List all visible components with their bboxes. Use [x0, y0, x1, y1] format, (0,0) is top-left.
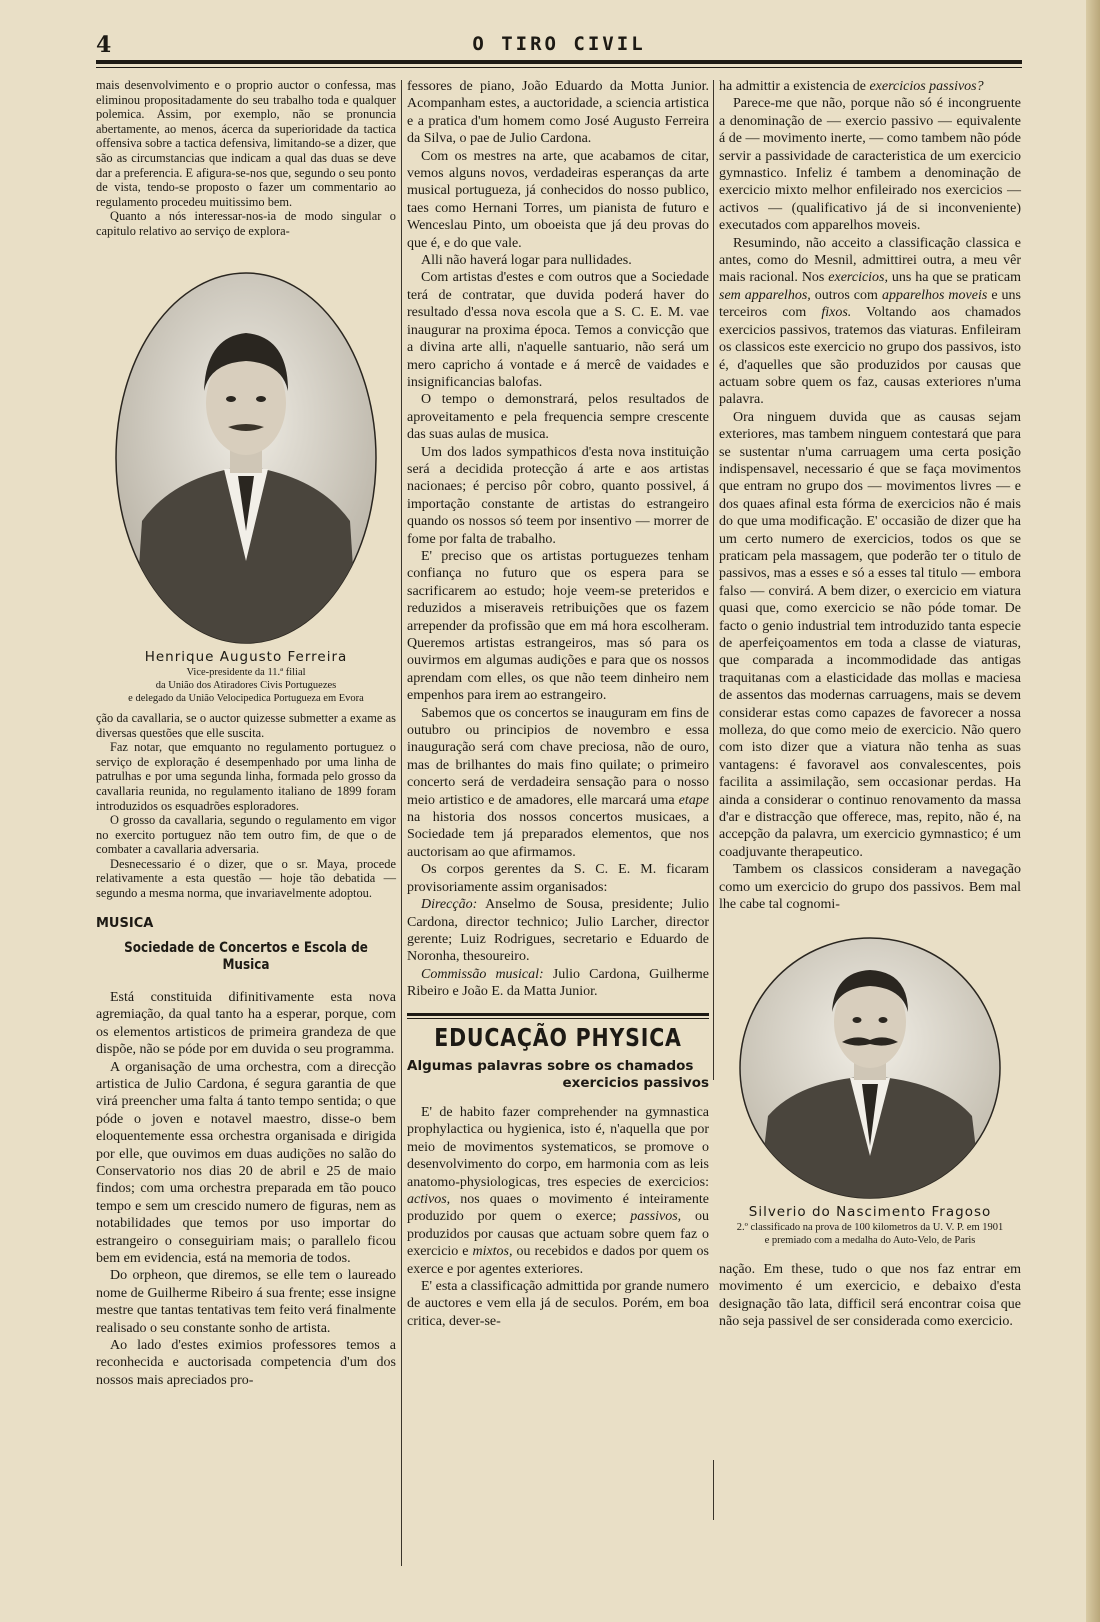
- paragraph: Com artistas d'estes e com outros que a Sociedade terá de contratar, que duvida poderá haver do resultado d'essa nova escola que a S. C. E. M. vae inaugurar na proxima época. Temos a convicção que a divina arte alli, n'aquelle santuario, não será um mero capricho á vontade e á mercê de vaidades e insignificancias balofas.: [407, 270, 709, 390]
- portrait-caption-line: Vice-presidente da 11.ª filial: [186, 666, 306, 678]
- section-label: MUSICA: [96, 915, 154, 931]
- column-2: [407, 78, 709, 1330]
- portrait-caption-line: da União dos Atiradores Civis Portuguezes: [155, 679, 337, 691]
- paragraph: E' esta a classificação admittida por grande numero de auctores e vem ella já de seculos. Porém, em boa critica, dever-se-: [407, 1279, 709, 1329]
- paragraph: nação. Em these, tudo o que nos faz entrar em movimento é um exercicio, e debaixo d'esta designação tão lata, difficil será encontrar coisa que não seja passivel de ser considerada como exercicio.: [719, 1261, 1021, 1330]
- column-1: [96, 78, 396, 1389]
- paragraph: Está constituida difinitivamente esta nova agremiação, da qual tanto ha a esperar, porque, com os elementos artisticos de primeira grandeza de que dispõe, não se póde por em duvida o seu programma.: [96, 989, 396, 1058]
- portrait-figure: [96, 271, 396, 705]
- paragraph: Um dos lados sympathicos d'esta nova instituição será a decidida protecção á arte e aos artistas nacionaes; é perciso pôr cobro, quanto possivel, á importação constante de artistas do estrangeiro quando os nossos só teem por insentivo — morrer de fome por falta de trabalho.: [407, 444, 709, 547]
- paragraph: O tempo o demonstrará, pelos resultados de aproveitamento e pela frequencia sempre crescente das suas aulas de musica.: [407, 392, 709, 443]
- paragraph: Sabemos que os concertos se inauguram em fins de outubro ou principios de novembro e essa inauguração será com chave preciosa, não de ouro, mas de brilhantes do mais fino quilate; o primeiro concerto será de verdadeira sensação para o nosso meio artistico e de amadores, elle marcará uma etape na historia dos nossos concertos musicaes, a Sociedade tem já preparados elementos, que nos auctorisam ao que afirmamos.: [407, 705, 709, 860]
- section-title: Sociedade de Concertos e Escola de Musica: [124, 940, 368, 974]
- header-rule: [96, 60, 1022, 64]
- paragraph: Commissão musical: Julio Cardona, Guilherme Ribeiro e João E. da Matta Junior.: [407, 966, 710, 1000]
- portrait-caption-line: 2.º classificado na prova de 100 kilometros da U. V. P. em 1901: [736, 1221, 1004, 1233]
- section-rule-thin: [407, 1018, 709, 1019]
- article-tail: [96, 78, 396, 239]
- column-3: [719, 78, 1021, 1331]
- paragraph: Com os mestres na arte, que acabamos de citar, vemos alguns novos, verdadeiras esperanças da arte musical portugueza, já conhecidos do nosso publico, taes como Hernani Torres, um pianista de futuro e Wenceslau Pinto, um oboeista que já deu provas do que é, e do que vale.: [407, 148, 709, 251]
- article-tail-2: [96, 711, 396, 901]
- section-heading: EDUCAÇÃO PHYSICA: [434, 1022, 682, 1052]
- paragraph: Ora ninguem duvida que as causas sejam exteriores, mas tambem ninguem contestará que para se sustentar n'uma carruagem uma certa posição indispensavel, necessario é que se faça movimentos que entram no grupo dos — movimentos livres — e dos quaes afinal esta fórma de exercicios não é mais do que uma modificação. E' occasião de dizer que ha um certo numero de exercicios, todos os que se praticam pela massagem, que poderão ter o titulo de passivos, mas a esses e só a esses tal titulo — embora falso — convirá. A bem dizer, o exercicio em viatura quasi que, como exercicio se não póde tomar. De facto o genio industrial tem introduzido tanta especie de aperfeiçoamentos em toda a classe de viaturas, que comparada a incommodidade das antigas traquitanas com a elasticidade das mollas e maciesa de assentos das modernas carruagens, mais se devem considerar estas como capazes de favorecer a nossa molleza, do que como meio de exercicio. Não quero com isto dizer que a viatura não tenha as suas vantagens: é favoravel aos convalescentes, pois facilita a assimilação, sem occasionar perdas. Ha ainda a considerar o continuo renovamento da massa d'ar e distracção que offerece, mas, repito, não é, na accepção da palavra, um exercicio gymnastico; é um coadjuvante therapeutico.: [719, 409, 1021, 860]
- section-rule: [407, 1013, 709, 1016]
- paragraph: Os corpos gerentes da S. C. E. M. ficaram provisoriamente assim organisados:: [407, 862, 709, 895]
- paragraph: mais desenvolvimento e o proprio auctor o confessa, mas eliminou propositadamente do seu trabalho toda e qualquer polemica. Assim, por exemplo, não se pronuncia abertamente, ao menos, ácerca da superioridade da tactica offensiva sobre a tactica defensiva, limitando-se a dizer, que são as circumstancias que indicam a qual das duas se deve dar a preferencia. E afigura-se-nos que, segundo o seu ponto de vista, tendo-se proposto o fazer um commentario ao regulamento procedeu muitissimo bem.: [96, 78, 396, 209]
- page-number: 4: [96, 32, 112, 58]
- portrait-caption-name: Henrique Augusto Ferreira: [144, 648, 348, 665]
- paragraph: E' preciso que os artistas portuguezes tenham confiança no futuro que os espera para se sacrificarem ao estudo; hoje veem-se preteridos e reduzidos a miseraveis retribuições que os fazem arrepender da profissão que em má hora escolheram. Queremos artistas estrangeiros, mas só para os ouvirmos em algumas audições e para que os nossos aprendam com elles, os que não teem dinheiro nem empenhos para irem ao estrangeiro.: [407, 548, 709, 704]
- article-title: Algumas palavras sobre os chamados exercicios passivos: [407, 1057, 709, 1091]
- column-divider: [401, 80, 402, 1566]
- header-rule-thin: [96, 67, 1022, 68]
- portrait-caption-name: Silverio do Nascimento Fragoso: [748, 1203, 992, 1220]
- masthead: O TIRO CIVIL: [472, 33, 646, 55]
- paragraph: Ao lado d'estes eximios professores temos a reconhecida e auctorisada competencia d'um dos nossos mais apreciados pro-: [96, 1338, 396, 1388]
- paragraph: Tambem os classicos consideram a navegação como um exercicio do grupo dos passivos. Bem mal lhe cabe tal cognomi-: [719, 862, 1021, 913]
- paragraph: Faz notar, que emquanto no regulamento portuguez o serviço de exploração é desempenhado por uma linha de patrulhas e por uma segunda linha, formada pelo grosso da cavallaria reunida, no regulamento italiano de 1899 foram introduzidos os esquadrões esploradores.: [96, 740, 396, 813]
- paragraph: Alli não haverá logar para nullidades.: [421, 253, 632, 269]
- portrait-figure: [719, 936, 1021, 1247]
- page-edge: [1086, 0, 1100, 1622]
- portrait-caption-line: e premiado com a medalha do Auto-Velo, de Paris: [764, 1234, 976, 1246]
- paragraph: ção da cavallaria, se o auctor quizesse submetter a exame as diversas questões que elle suscita.: [96, 710, 396, 740]
- paragraph: A organisação de uma orchestra, com a direcção artistica de Julio Cardona, é segura garantia de que virá preencher uma falta á tanto tempo sentida; o que póde o joven e notavel maestro, disse-o bem eloquentemente essa orchestra organisada e dirigida por elle, que ouvimos em duas audições no salão do Conservatorio nos dias 20 de abril e 25 de maio findos; com uma orchestra preparada em tão pouco tempo e sem um crescido numero de figuras, nem as notabilidades que temos por uso importar do estrangeiro o conseguiriam mais; o parallelo ficou bem em evidencia, está na memoria de todos.: [96, 1059, 396, 1266]
- paragraph: Do orpheon, que diremos, se elle tem o laureado nome de Guilherme Ribeiro á sua frente; esse insigne mestre que tantas tentativas tem feito verá finalmente realisado o seu constante sonho de artista.: [96, 1268, 396, 1336]
- portrait-caption-line: e delegado da União Velocipedica Portugueza em Evora: [128, 692, 364, 704]
- paragraph: E' de habito fazer comprehender na gymnastica prophylactica ou hygienica, isto é, n'aquella que por meio de movimentos systematicos, se promove o desenvolvimento do corpo, em harmonia com as leis anatomo-physiologicas, tres especies de exercicios: activos, nos quaes o movimento é inteiramente produzido por quem o exerce; passivos, ou produzidos por causas que actuam sobre quem faz o exercicio e mixtos, ou recebidos e dados por quem os exerce e por agentes exteriores.: [407, 1104, 710, 1277]
- paragraph: Desnecessario é o dizer, que o sr. Maya, procede relativamente a esta questão — hoje tão debatida — segundo a mesma norma, que invariavelmente adoptou.: [96, 856, 396, 901]
- paragraph: Quanto a nós interessar-nos-ia de modo singular o capitulo relativo ao serviço de explora-: [96, 209, 396, 238]
- paragraph: O grosso da cavallaria, segundo o regulamento em vigor no exercito portuguez não tem outro fim, de que o de combater a cavallaria adversaria.: [96, 813, 396, 857]
- portrait-silverio: [738, 936, 1002, 1200]
- portrait-henrique: [114, 271, 378, 645]
- paragraph: Parece-me que não, porque não só é incongruente a denominação de — exercio passivo — equivalente á de — movimento inerte, — como tambem não póde servir a passividade de caracteristica de um exercicio gymnastico. Infeliz é tambem a denominação de exercicio mixto melhor enfileirado nos exercicios — activos — (qualificativo já de si inconveniente) executados com apparelhos moveis.: [719, 96, 1021, 234]
- music-article: [96, 989, 396, 1389]
- column-divider: [713, 1460, 714, 1520]
- paragraph: ha admittir a existencia de exercicios passivos?: [719, 79, 984, 94]
- paragraph: fessores de piano, João Eduardo da Motta Junior. Acompanham estes, a auctoridade, a sciencia artistica e a pratica d'um homem como José Augusto Ferreira da Silva, o pae de Julio Cardona.: [407, 79, 709, 147]
- paragraph: Resumindo, não acceito a classificação classica e antes, como do Mesnil, admittirei outra, a meu vêr mais racional. Nos exercicios, uns ha que se praticam sem apparelhos, outros com apparelhos moveis e uns terceiros com fixos. Voltando aos chamados exercicios passivos, tratemos das viaturas. Enfileiram os classicos este exercicio no grupo dos passivos, isto é, d'aquelles que são produzidos por causas que actuam sobre quem os faz, causas exteriores n'uma palavra.: [719, 235, 1022, 408]
- column-divider: [713, 80, 714, 1080]
- paragraph: Direcção: Anselmo de Sousa, presidente; Julio Cardona, director technico; Julio Larcher, director gerente; Luiz Rodrigues, secretario e Eduardo de Noronha, thesoureiro.: [407, 897, 709, 965]
